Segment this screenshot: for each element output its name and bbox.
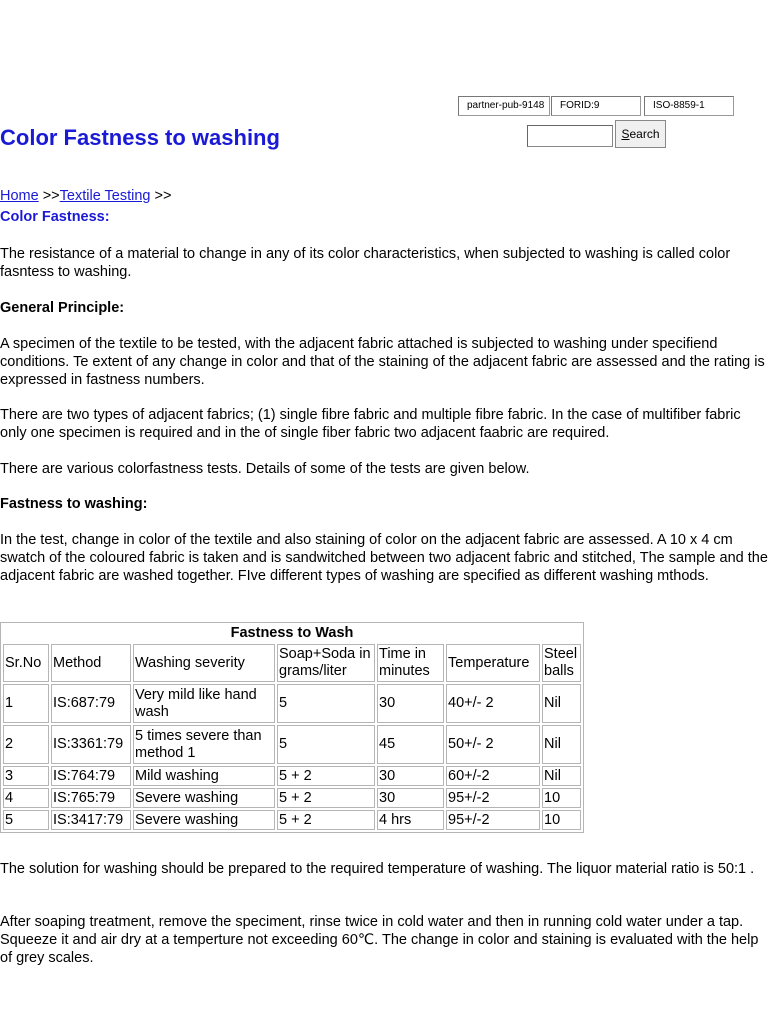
fastness-to-wash-table (0, 622, 584, 833)
breadcrumb-separator: >> (150, 188, 172, 204)
search-button-accesskey: S (621, 127, 630, 141)
cell-steel-balls: 10 (542, 788, 581, 808)
cell-method: IS:3361:79 (51, 725, 131, 764)
cell-method: IS:764:79 (51, 766, 131, 786)
cell-washing-severity: Severe washing (133, 788, 275, 808)
table-row (3, 810, 581, 830)
cell-steel-balls: 10 (542, 810, 581, 830)
principle-paragraph: A specimen of the textile to be tested, with the adjacent fabric attached is subjected to washing under specifiend conditions. Te extent of any change in color and that of the staining of the adjacent fabric are assessed and the rating is expressed in fastness numbers. (0, 336, 765, 388)
header-steel-balls: Steel balls (542, 644, 581, 682)
page-title: Color Fastness to washing (0, 125, 280, 150)
cell-method: IS:765:79 (51, 788, 131, 808)
general-principle-heading: General Principle: (0, 300, 125, 316)
cell-washing-severity: Very mild like hand wash (133, 684, 275, 723)
cell-time: 45 (377, 725, 444, 764)
cell-temperature: 60+/-2 (446, 766, 540, 786)
search-button[interactable] (615, 120, 666, 148)
adjacent-fabric-paragraph: There are two types of adjacent fabrics; (1) single fibre fabric and multiple fibre fabric. In the case of multifiber fabric only one specimen is required and in the of single fiber fabric two adjacent faabric are required. (0, 407, 741, 441)
table-row (3, 788, 581, 808)
cell-time: 30 (377, 788, 444, 808)
header-sr-no: Sr.No (3, 644, 49, 682)
table-row (3, 725, 581, 764)
various-tests-paragraph: There are various colorfastness tests. Details of some of the tests are given below. (0, 461, 530, 477)
section-subtitle: Color Fastness: (0, 209, 110, 225)
partner-field[interactable]: partner-pub-9148 (458, 96, 550, 116)
cell-washing-severity: Severe washing (133, 810, 275, 830)
table-row (3, 684, 581, 723)
header-method: Method (51, 644, 131, 682)
cell-sr-no: 2 (3, 725, 49, 764)
encoding-field[interactable]: ISO-8859-1 (644, 96, 734, 116)
definition-paragraph: The resistance of a material to change in any of its color characteristics, when subjected to washing is called color fasntess to washing. (0, 246, 731, 280)
breadcrumb (0, 188, 171, 204)
cell-sr-no: 5 (3, 810, 49, 830)
cell-temperature: 95+/-2 (446, 810, 540, 830)
cell-soap-soda: 5 (277, 684, 375, 723)
cell-steel-balls: Nil (542, 684, 581, 723)
header-washing-severity: Washing severity (133, 644, 275, 682)
after-soaping-paragraph: After soaping treatment, remove the speciment, rinse twice in cold water and then in running cold water under a tap. Squeeze it and air dry at a temperture not exceeding 60℃. The change in color and staining is evaluated with the help of grey scales. (0, 914, 759, 966)
breadcrumb-textile-testing-link[interactable]: Textile Testing (59, 188, 151, 204)
table-caption-row (3, 625, 581, 642)
cell-soap-soda: 5 (277, 725, 375, 764)
cell-temperature: 95+/-2 (446, 788, 540, 808)
cell-sr-no: 3 (3, 766, 49, 786)
search-button-label: earch (629, 127, 660, 141)
header-temperature: Temperature (446, 644, 540, 682)
cell-washing-severity: Mild washing (133, 766, 275, 786)
header-time: Time in minutes (377, 644, 444, 682)
cell-washing-severity: 5 times severe than method 1 (133, 725, 275, 764)
cell-temperature: 50+/- 2 (446, 725, 540, 764)
cell-time: 30 (377, 766, 444, 786)
cell-sr-no: 4 (3, 788, 49, 808)
header-soap-soda: Soap+Soda in grams/liter (277, 644, 375, 682)
breadcrumb-home-link[interactable]: Home (0, 188, 39, 204)
cell-method: IS:687:79 (51, 684, 131, 723)
search-input[interactable] (527, 125, 613, 147)
breadcrumb-separator: >> (38, 188, 60, 204)
cell-soap-soda: 5 + 2 (277, 766, 375, 786)
cell-method: IS:3417:79 (51, 810, 131, 830)
cell-sr-no: 1 (3, 684, 49, 723)
cell-soap-soda: 5 + 2 (277, 810, 375, 830)
table-row (3, 766, 581, 786)
cell-steel-balls: Nil (542, 766, 581, 786)
cell-temperature: 40+/- 2 (446, 684, 540, 723)
cell-steel-balls: Nil (542, 725, 581, 764)
table-header-row (3, 644, 581, 682)
cell-time: 4 hrs (377, 810, 444, 830)
forid-field[interactable]: FORID:9 (551, 96, 641, 116)
cell-soap-soda: 5 + 2 (277, 788, 375, 808)
solution-paragraph: The solution for washing should be prepared to the required temperature of washing. The liquor material ratio is 50:1 . (0, 861, 755, 877)
fastness-to-washing-heading: Fastness to washing: (0, 496, 148, 512)
table-caption: Fastness to Wash (230, 625, 354, 641)
test-description-paragraph: In the test, change in color of the textile and also staining of color on the adjacent fabric are assessed. A 10 x 4 cm swatch of the coloured fabric is taken and is sandwitched between two adjacent fabric and stitched, The sample and the adjacent fabric are washed together. FIve different types of washing are specified as different washing mthods. (0, 532, 768, 584)
cell-time: 30 (377, 684, 444, 723)
